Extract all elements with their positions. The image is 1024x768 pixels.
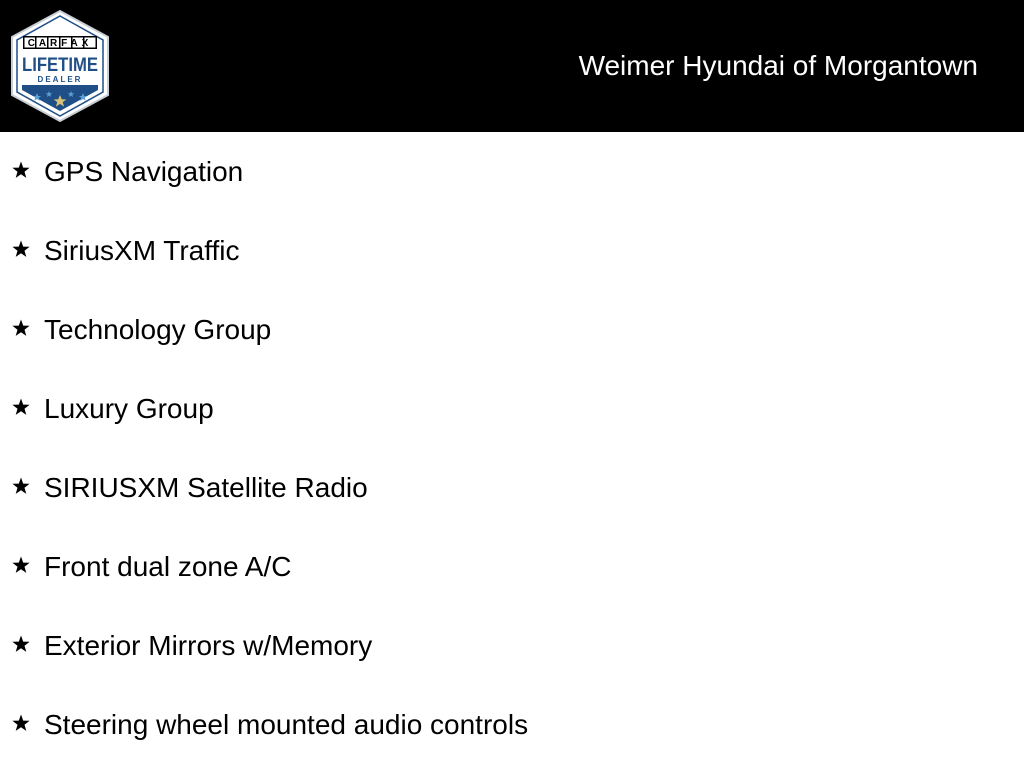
star-icon (11, 239, 31, 259)
feature-item (0, 685, 1024, 764)
star-icon (11, 318, 31, 338)
feature-item (0, 448, 1024, 527)
carfax-lifetime-dealer-badge-icon (9, 9, 111, 123)
feature-label: SIRIUSXM Satellite Radio (44, 472, 368, 503)
star-icon (11, 476, 31, 496)
lifetime-wordmark: LIFETIME (22, 55, 98, 76)
feature-label: Technology Group (44, 314, 272, 345)
star-icon (11, 555, 31, 575)
header-bar (0, 0, 1024, 132)
feature-item (0, 211, 1024, 290)
feature-item (0, 132, 1024, 211)
feature-item (0, 290, 1024, 369)
feature-label: Front dual zone A/C (44, 551, 292, 582)
feature-label: GPS Navigation (44, 156, 244, 187)
star-icon (11, 713, 31, 733)
star-icon (11, 160, 31, 180)
dealer-wordmark: DEALER (37, 75, 83, 84)
feature-item (0, 606, 1024, 685)
feature-item (0, 369, 1024, 448)
star-icon (11, 397, 31, 417)
dealer-name: Weimer Hyundai of Morgantown (578, 50, 978, 81)
carfax-wordmark (23, 36, 97, 49)
feature-label: Exterior Mirrors w/Memory (44, 630, 373, 661)
feature-item (0, 527, 1024, 606)
feature-list (0, 132, 1024, 764)
feature-label: SiriusXM Traffic (44, 235, 240, 266)
feature-label: Luxury Group (44, 393, 214, 424)
svg-text:CARFAX: CARFAX (27, 38, 93, 50)
star-icon (11, 634, 31, 654)
feature-label: Steering wheel mounted audio controls (44, 709, 529, 740)
